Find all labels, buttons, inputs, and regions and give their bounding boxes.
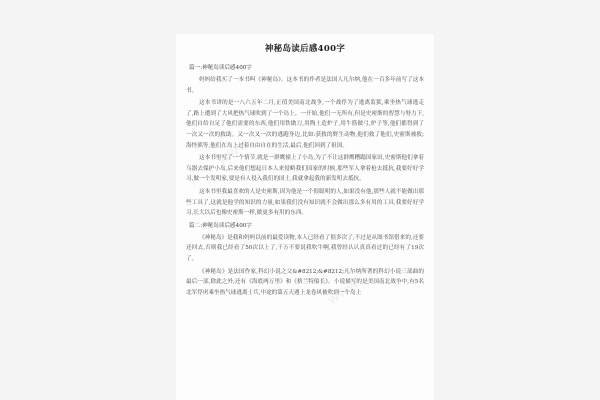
document-title: 神秘岛读后感400字 bbox=[264, 44, 346, 54]
paragraph: 妈妈给我买了一本书叫《神秘岛》。这本书的作者是法国人凡尔纳,他在一百多年前写了这本书。 bbox=[186, 77, 424, 94]
section-heading: 篇二:神秘岛读后感400字 bbox=[189, 222, 252, 229]
paragraph: 这本书里写了一个情节,就是一群鹰撞上了小岛,为了不让这群鹰糟蹋国家田,史密斯他们拿着乌器去保护小岛,后来他们想起日本人来侵略我们国家的时候,那些军人拿着枪去抵抗,我要好好学习,做一个发明家,要是有人侵入我们的国土,我就拿起我的新发明去抵抗。 bbox=[186, 155, 424, 183]
paragraph: 《神秘岛》是我和妈妈以前的最爱读物,本人已经看了很多次了,不过是从图书馆借来的,还要还回去,否则我已经看了50次以上了,千万不要说我吹牛啊,我曾经认认真真看过的已经有了19次了。 bbox=[186, 234, 424, 262]
paragraph: 这本书里我最喜欢的人是史密斯,因为他是一个很聪明的人,如果没有他,那些人就不能做出那些工具了,这就是他学的知识的力量,如果我们没有知识就不会做出那么多有用的工具,我要好好学习,长大以后也像史密斯一样,做更多有用的东西。 bbox=[186, 188, 424, 217]
paragraph: 这本书讲的是一八六五年二月,正值美国南北战争,一个战俘为了逃离监狱,乘坐热气球逃走了,路上遭到了大风把热气球吹到了一个岛上。一开始,他们一无所有,但是史密斯的智慧与努力下,他们自给自足了他们需要的东西,他们用铁做刀,用陶土造炉子,用牛筋做弓,炉子等,他们都得到了一次又一次的救助。又一次又一次的逃跑身边,比如:获救的野生动物,他们救了他们,史密斯被救;海怪熊等,他们在岛上过着自由自在的生活,最后,他们回到了祖国。 bbox=[186, 100, 424, 149]
watermark: www bbox=[324, 275, 362, 309]
paragraph: 《神秘岛》是法国作家,科幻小说之父&#8212;&#8212;凡尔纳所著的科幻小说三部曲的最后一部,除此之外,还有《海底两万里》和《格兰特船长》。小说描写的是美国南北战争中,有5名北军俘虏乘坐热气球逃离士兵,中途的第五天遇上龙卷风被吹到一个岛上 bbox=[186, 268, 424, 296]
watermark: www bbox=[214, 135, 252, 169]
document-page bbox=[176, 34, 434, 400]
section-heading: 篇一:神秘岛读后感400字 bbox=[189, 65, 252, 71]
